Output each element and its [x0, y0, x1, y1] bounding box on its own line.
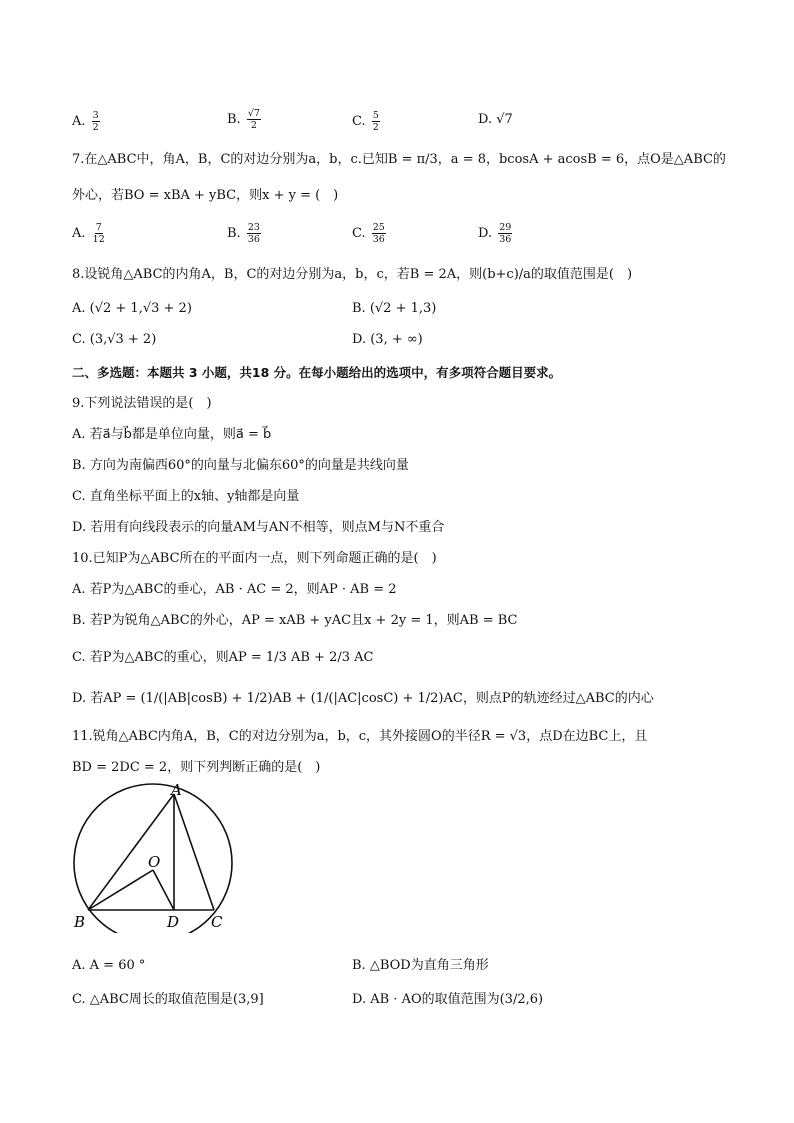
q11-option-d: D. AB · AO的取值范围为(3/2,6) [352, 992, 544, 1007]
q10-stem: 10.已知P为△ABC所在的平面内一点，则下列命题正确的是( ) [72, 551, 437, 566]
label-b: B [74, 913, 86, 931]
q10-option-a: A. 若P为△ABC的垂心，AB · AC = 2，则AP · AB = 2 [72, 582, 397, 597]
segment-ab [88, 794, 174, 910]
q6-option-a: A. $\frac{3}{2}$ [72, 110, 99, 133]
q7-d-fraction: $\frac{29}{36}$ [499, 222, 512, 245]
q8-stem: 8.设锐角△ABC的内角A，B，C的对边分别为a，b，c，若B = 2A，则(b+c)/a的取值范围是( ) [72, 267, 633, 282]
label-d: D [167, 913, 180, 931]
q11-option-a: A. A = 60 ° [72, 958, 146, 973]
q8-option-d: D. (3, + ∞) [352, 332, 423, 347]
q7-option-a: A. $\frac{7}{12}$ [72, 222, 105, 245]
q7-c-fraction: $\frac{25}{36}$ [372, 222, 385, 245]
segment-bo [88, 870, 153, 910]
q6-a-fraction: $\frac{3}{2}$ [92, 110, 99, 133]
q7-stem-line-2: 外心，若BO = xBA + yBC，则x + y = ( ) [72, 188, 339, 203]
section-2-header: 二、多选题：本题共 3 小题，共18 分。在每小题给出的选项中，有多项符合题目要求。 [72, 365, 562, 380]
q7-option-b: B. $\frac{23}{36}$ [227, 222, 260, 245]
q10-option-d: D. 若AP = (1/(|AB|cosB) + 1/2)AB + (1/(|AC|cosC) + 1/2)AC，则点P的轨迹经过△ABC的内心 [72, 691, 654, 706]
label-c: C [211, 913, 223, 931]
q6-c-fraction: $\frac{5}{2}$ [372, 110, 379, 133]
q7-a-fraction: $\frac{7}{12}$ [92, 222, 105, 245]
label-o: O [148, 853, 161, 871]
q10-option-b: B. 若P为锐角△ABC的外心，AP = xAB + yAC且x + 2y = 1，则AB = BC [72, 613, 518, 628]
segment-ac [174, 794, 214, 910]
q6-b-fraction: $\frac{√7}{2}$ [247, 108, 260, 131]
q7-option-c: C. $\frac{25}{36}$ [352, 222, 385, 245]
q10-option-c: C. 若P为△ABC的重心，则AP = 1/3 AB + 2/3 AC [72, 650, 374, 665]
q9-option-c: C. 直角坐标平面上的x轴、y轴都是向量 [72, 489, 300, 504]
q11-stem-line-1: 11.锐角△ABC内角A，B，C的对边分别为a，b，c，其外接圆O的半径R = √3，点D在边BC上，且 [72, 729, 648, 744]
q7-b-fraction: $\frac{23}{36}$ [247, 222, 260, 245]
q9-option-d: D. 若用有向线段表示的向量AM与AN不相等，则点M与N不重合 [72, 520, 445, 535]
q9-option-b: B. 方向为南偏西60°的向量与北偏东60°的向量是共线向量 [72, 458, 409, 473]
q11-option-c: C. △ABC周长的取值范围是(3,9] [72, 992, 264, 1007]
q11-stem-line-2: BD = 2DC = 2，则下列判断正确的是( ) [72, 760, 321, 775]
q8-option-b: B. (√2 + 1,3) [352, 301, 437, 316]
q8-option-c: C. (3,√3 + 2) [72, 332, 157, 347]
q7-stem-line-1: 7.在△ABC中，角A，B，C的对边分别为a，b，c.已知B = π/3，a = 8，bcosA + acosB = 6，点O是△ABC的 [72, 152, 726, 167]
q6-option-b: B. $\frac{√7}{2}$ [227, 108, 260, 131]
segment-od [153, 870, 174, 910]
q6-option-c: C. $\frac{5}{2}$ [352, 110, 379, 133]
q11-circle-figure [68, 783, 238, 933]
q9-stem: 9.下列说法错误的是( ) [72, 396, 212, 411]
q7-option-d: D. $\frac{29}{36}$ [478, 222, 512, 245]
q6-option-d: D. √7 [478, 112, 513, 127]
q8-option-a: A. (√2 + 1,√3 + 2) [72, 301, 192, 316]
q11-option-b: B. △BOD为直角三角形 [352, 958, 489, 973]
q9-option-a: A. 若a⃗与b⃗都是单位向量，则a⃗ = b⃗ [72, 427, 272, 442]
label-a: A [171, 783, 182, 799]
